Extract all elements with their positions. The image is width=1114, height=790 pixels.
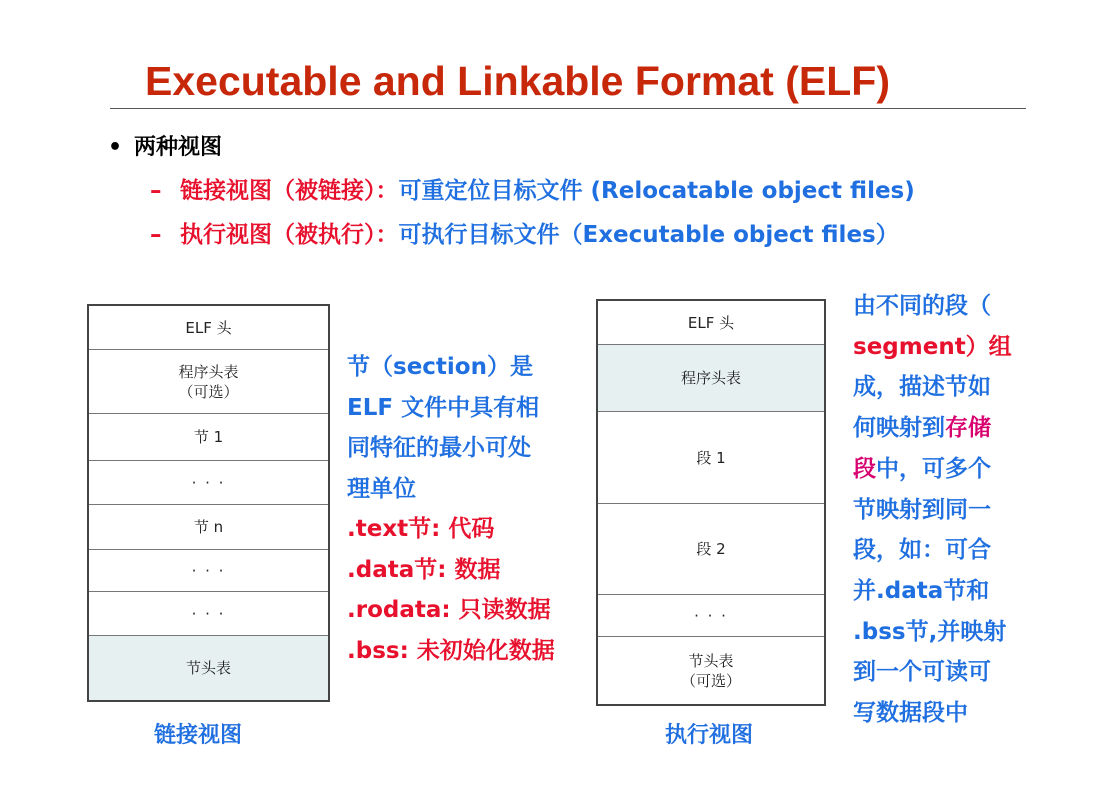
note-line: 到一个可读可 [853, 659, 991, 686]
table-row [89, 636, 328, 700]
link-view-table [87, 304, 330, 702]
note-line: 节（section）是 [347, 354, 533, 380]
dash-marker: – [150, 222, 162, 248]
link-view-caption: 链接视图 [154, 723, 243, 748]
note-line: 同特征的最小可处 [347, 435, 531, 461]
table-row [598, 412, 824, 504]
cell-text: 节 n [193, 518, 224, 536]
cell-text: 程序头表 [178, 362, 239, 381]
note-line: 节映射到同一 [853, 496, 991, 523]
note-fragment: 何映射到 [853, 415, 945, 442]
note-example: .bss: 未初始化数据 [347, 637, 555, 664]
dash-marker: – [150, 178, 162, 204]
cell-text: ELF 头 [687, 313, 735, 332]
bullet-marker: • [108, 135, 123, 160]
sub-item-label: 执行视图（被执行）： [180, 222, 399, 248]
cell-subtext: （可选） [178, 382, 239, 401]
note-example: .rodata: 只读数据 [347, 597, 551, 623]
bullet-item [108, 130, 222, 161]
note-highlight: 存储 [945, 415, 991, 442]
segment-note [853, 286, 1012, 734]
sub-item-link-view [150, 172, 915, 205]
exec-view-caption: 执行视图 [665, 723, 754, 748]
note-example: .data节: 数据 [347, 556, 501, 583]
note-line: 理单位 [347, 475, 416, 502]
ellipsis: · · · [191, 604, 226, 623]
sub-item-desc: 可执行目标文件（Executable object files） [398, 222, 899, 248]
cell-subtext: （可选） [680, 671, 741, 690]
ellipsis: · · · [191, 561, 226, 580]
table-row [89, 550, 328, 592]
page-title: Executable and Linkable Format (ELF) [145, 58, 890, 104]
note-line: 段，如：可合 [853, 537, 991, 564]
cell-text: 节头表 [185, 659, 231, 677]
note-fragment: 中，可多个 [876, 455, 991, 482]
table-row [89, 461, 328, 505]
table-row [89, 414, 328, 461]
note-line: 成，描述节如 [853, 374, 991, 401]
section-note [347, 347, 555, 671]
cell-text: ELF 头 [185, 318, 232, 337]
cell-text: 节头表 [688, 651, 734, 670]
title-divider [110, 108, 1026, 109]
note-highlight: 段 [853, 455, 876, 482]
note-line: 由不同的段（ [853, 293, 991, 319]
ellipsis: · · · [694, 606, 728, 625]
bullet-text: 两种视图 [134, 135, 223, 160]
note-line: ELF 文件中具有相 [347, 394, 540, 421]
note-line: segment）组 [853, 333, 1012, 360]
table-row [598, 637, 824, 704]
sub-item-desc: 可重定位目标文件 (Relocatable object files) [398, 178, 915, 204]
table-row [89, 350, 328, 414]
table-row [89, 592, 328, 636]
sub-item-exec-view [150, 216, 899, 249]
cell-text: 节 1 [193, 428, 224, 446]
note-line: 并.data节和 [853, 577, 990, 604]
cell-text: 段 1 [696, 448, 726, 467]
note-line: .bss节,并映射 [853, 618, 1007, 645]
note-line: 写数据段中 [853, 700, 968, 727]
sub-item-label: 链接视图（被链接）： [180, 178, 399, 204]
ellipsis: · · · [191, 473, 226, 492]
table-row [598, 595, 824, 637]
cell-text: 程序头表 [680, 369, 741, 387]
table-row [598, 301, 824, 345]
table-row [89, 306, 328, 350]
note-line [853, 449, 1012, 490]
table-row [89, 505, 328, 550]
table-row [598, 504, 824, 595]
cell-text: 段 2 [696, 540, 726, 558]
note-line [853, 408, 1012, 449]
exec-view-table [596, 299, 826, 706]
table-row [598, 345, 824, 412]
note-example: .text节: 代码 [347, 516, 495, 542]
